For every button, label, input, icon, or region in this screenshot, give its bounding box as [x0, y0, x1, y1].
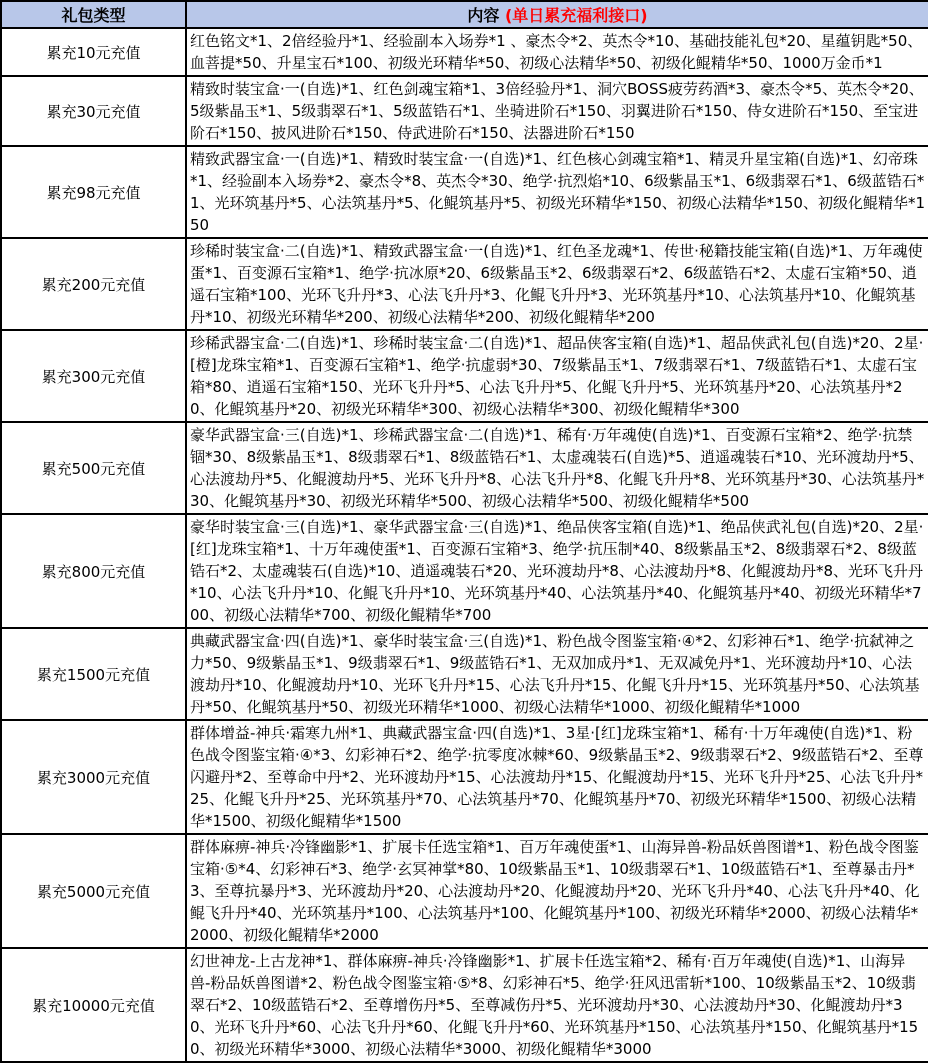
pack-type-cell: 累充5000元充值 [1, 834, 186, 948]
pack-type-cell: 累充500元充值 [1, 422, 186, 514]
pack-type-cell: 累充10元充值 [1, 28, 186, 76]
header-content-note: (单日累充福利接口) [499, 6, 648, 25]
table-row [1, 948, 928, 1062]
table-row [1, 628, 928, 720]
table-row [1, 28, 928, 76]
table-row [1, 146, 928, 238]
pack-content-cell: 群体增益-神兵·霜寒九州*1、典藏武器宝盒·四(自选)*1、3星·[红]龙珠宝箱*1、稀有·十万年魂使(自选)*1、粉色战令图鉴宝箱·④*3、幻彩神石*2、绝学·抗零度冰棘*60、9级紫晶玉*2、9级翡翠石*2、9级蓝锆石*2、至尊闪避丹*2、至尊命中丹*2、光环渡劫丹*15、心法渡劫丹*15、化鲲渡劫丹*15、光环飞升丹*25、心法飞升丹*25、化鲲飞升丹*25、光环筑基丹*70、心法筑基丹*70、化鲲筑基丹*70、初级光环精华*1500、初级心法精华*1500、初级化鲲精华*1500 [186, 720, 928, 834]
pack-content-cell: 精致武器宝盒·一(自选)*1、精致时装宝盒·一(自选)*1、红色核心剑魂宝箱*1、精灵升星宝箱(自选)*1、幻帝珠*1、经验副本入场券*2、豪杰令*8、英杰令*30、绝学·抗烈焰*10、6级紫晶玉*1、6级翡翠石*1、6级蓝锆石*1、光环筑基丹*5、心法筑基丹*5、化鲲筑基丹*5、初级光环精华*150、初级心法精华*150、初级化鲲精华*150 [186, 146, 928, 238]
table-header-row [1, 1, 928, 28]
table-row [1, 238, 928, 330]
table-row [1, 422, 928, 514]
header-pack-type: 礼包类型 [1, 1, 186, 28]
table-row [1, 834, 928, 948]
header-content [186, 1, 928, 28]
pack-type-cell: 累充200元充值 [1, 238, 186, 330]
pack-content-cell: 幻世神龙-上古龙神*1、群体麻痹-神兵·冷锋幽影*1、扩展卡任选宝箱*2、稀有·百万年魂使(自选)*1、山海异兽-粉品妖兽图谱*2、粉色战令图鉴宝箱·⑤*8、幻彩神石*5、绝学·狂风迅雷斩*100、10级紫晶玉*2、10级翡翠石*2、10级蓝锆石*2、至尊增伤丹*5、至尊减伤丹*5、光环渡劫丹*30、心法渡劫丹*30、化鲲渡劫丹*30、光环飞升丹*60、心法飞升丹*60、化鲲飞升丹*60、光环筑基丹*150、心法筑基丹*150、化鲲筑基丹*150、初级光环精华*3000、初级心法精华*3000、初级化鲲精华*3000 [186, 948, 928, 1062]
pack-content-cell: 豪华时装宝盒·三(自选)*1、豪华武器宝盒·三(自选)*1、绝品侠客宝箱(自选)*1、绝品侠武礼包(自选)*20、2星·[红]龙珠宝箱*1、十万年魂使蛋*1、百变源石宝箱*3、绝学·抗压制*40、8级紫晶玉*2、8级翡翠石*2、8级蓝锆石*2、太虚魂装石(自选)*10、逍遥魂装石*20、光环渡劫丹*8、心法渡劫丹*8、化鲲渡劫丹*8、光环飞升丹*10、心法飞升丹*10、化鲲飞升丹*10、光环筑基丹*40、心法筑基丹*40、化鲲筑基丹*40、初级光环精华*700、初级心法精华*700、初级化鲲精华*700 [186, 514, 928, 628]
pack-type-cell: 累充30元充值 [1, 76, 186, 146]
pack-content-cell: 群体麻痹-神兵·冷锋幽影*1、扩展卡任选宝箱*1、百万年魂使蛋*1、山海异兽-粉品妖兽图谱*1、粉色战令图鉴宝箱·⑤*4、幻彩神石*3、绝学·玄冥神掌*80、10级紫晶玉*1、10级翡翠石*1、10级蓝锆石*1、至尊暴击丹*3、至尊抗暴丹*3、光环渡劫丹*20、心法渡劫丹*20、化鲲渡劫丹*20、光环飞升丹*40、心法飞升丹*40、化鲲飞升丹*40、光环筑基丹*100、心法筑基丹*100、化鲲筑基丹*100、初级光环精华*2000、初级心法精华*2000、初级化鲲精华*2000 [186, 834, 928, 948]
pack-type-cell: 累充3000元充值 [1, 720, 186, 834]
pack-type-cell: 累充1500元充值 [1, 628, 186, 720]
pack-content-cell: 红色铭文*1、2倍经验丹*1、经验副本入场券*1 、豪杰令*2、英杰令*10、基础技能礼包*20、星蕴钥匙*50、血菩提*50、升星宝石*100、初级光环精华*50、初级心法精华*50、初级化鲲精华*50、1000万金币*1 [186, 28, 928, 76]
pack-content-cell: 典藏武器宝盒·四(自选)*1、豪华时装宝盒·三(自选)*1、粉色战令图鉴宝箱·④*2、幻彩神石*1、绝学·抗弑神之力*50、9级紫晶玉*1、9级翡翠石*1、9级蓝锆石*1、无双加成丹*1、无双减免丹*1、光环渡劫丹*10、心法渡劫丹*10、化鲲渡劫丹*10、光环飞升丹*15、心法飞升丹*15、化鲲飞升丹*15、光环筑基丹*50、心法筑基丹*50、化鲲筑基丹*50、初级光环精华*1000、初级心法精华*1000、初级化鲲精华*1000 [186, 628, 928, 720]
table-row [1, 76, 928, 146]
pack-type-cell: 累充800元充值 [1, 514, 186, 628]
pack-type-cell: 累充300元充值 [1, 330, 186, 422]
table-row [1, 330, 928, 422]
pack-content-cell: 珍稀时装宝盒·二(自选)*1、精致武器宝盒·一(自选)*1、红色圣龙魂*1、传世·秘籍技能宝箱(自选)*1、万年魂使蛋*1、百变源石宝箱*1、绝学·抗冰原*20、6级紫晶玉*2、6级翡翠石*2、6级蓝锆石*2、太虚石宝箱*50、逍遥石宝箱*100、光环飞升丹*3、心法飞升丹*3、化鲲飞升丹*3、光环筑基丹*10、心法筑基丹*10、化鲲筑基丹*10、初级光环精华*200、初级心法精华*200、初级化鲲精华*200 [186, 238, 928, 330]
table-row [1, 514, 928, 628]
table-row [1, 720, 928, 834]
pack-type-cell: 累充98元充值 [1, 146, 186, 238]
header-content-label: 内容 [467, 6, 500, 25]
pack-content-cell: 珍稀武器宝盒·二(自选)*1、珍稀时装宝盒·二(自选)*1、超品侠客宝箱(自选)*1、超品侠武礼包(自选)*20、2星·[橙]龙珠宝箱*1、百变源石宝箱*1、绝学·抗虚弱*30、7级紫晶玉*1、7级翡翠石*1、7级蓝锆石*1、太虚石宝箱*80、逍遥石宝箱*150、光环飞升丹*5、心法飞升丹*5、化鲲飞升丹*5、光环筑基丹*20、心法筑基丹*20、化鲲筑基丹*20、初级光环精华*300、初级心法精华*300、初级化鲲精华*300 [186, 330, 928, 422]
pack-content-cell: 精致时装宝盒·一(自选)*1、红色剑魂宝箱*1、3倍经验丹*1、洞穴BOSS疲劳药酒*3、豪杰令*5、英杰令*20、5级紫晶玉*1、5级翡翠石*1、5级蓝锆石*1、坐骑进阶石*150、羽翼进阶石*150、侍女进阶石*150、至宝进阶石*150、披风进阶石*150、侍武进阶石*150、法器进阶石*150 [186, 76, 928, 146]
pack-type-cell: 累充10000元充值 [1, 948, 186, 1062]
pack-content-cell: 豪华武器宝盒·三(自选)*1、珍稀武器宝盒·二(自选)*1、稀有·万年魂使(自选)*1、百变源石宝箱*2、绝学·抗禁锢*30、8级紫晶玉*1、8级翡翠石*1、8级蓝锆石*1、太虚魂装石(自选)*5、逍遥魂装石*10、光环渡劫丹*5、心法渡劫丹*5、化鲲渡劫丹*5、光环飞升丹*8、心法飞升丹*8、化鲲飞升丹*8、光环筑基丹*30、心法筑基丹*30、化鲲筑基丹*30、初级光环精华*500、初级心法精华*500、初级化鲲精华*500 [186, 422, 928, 514]
